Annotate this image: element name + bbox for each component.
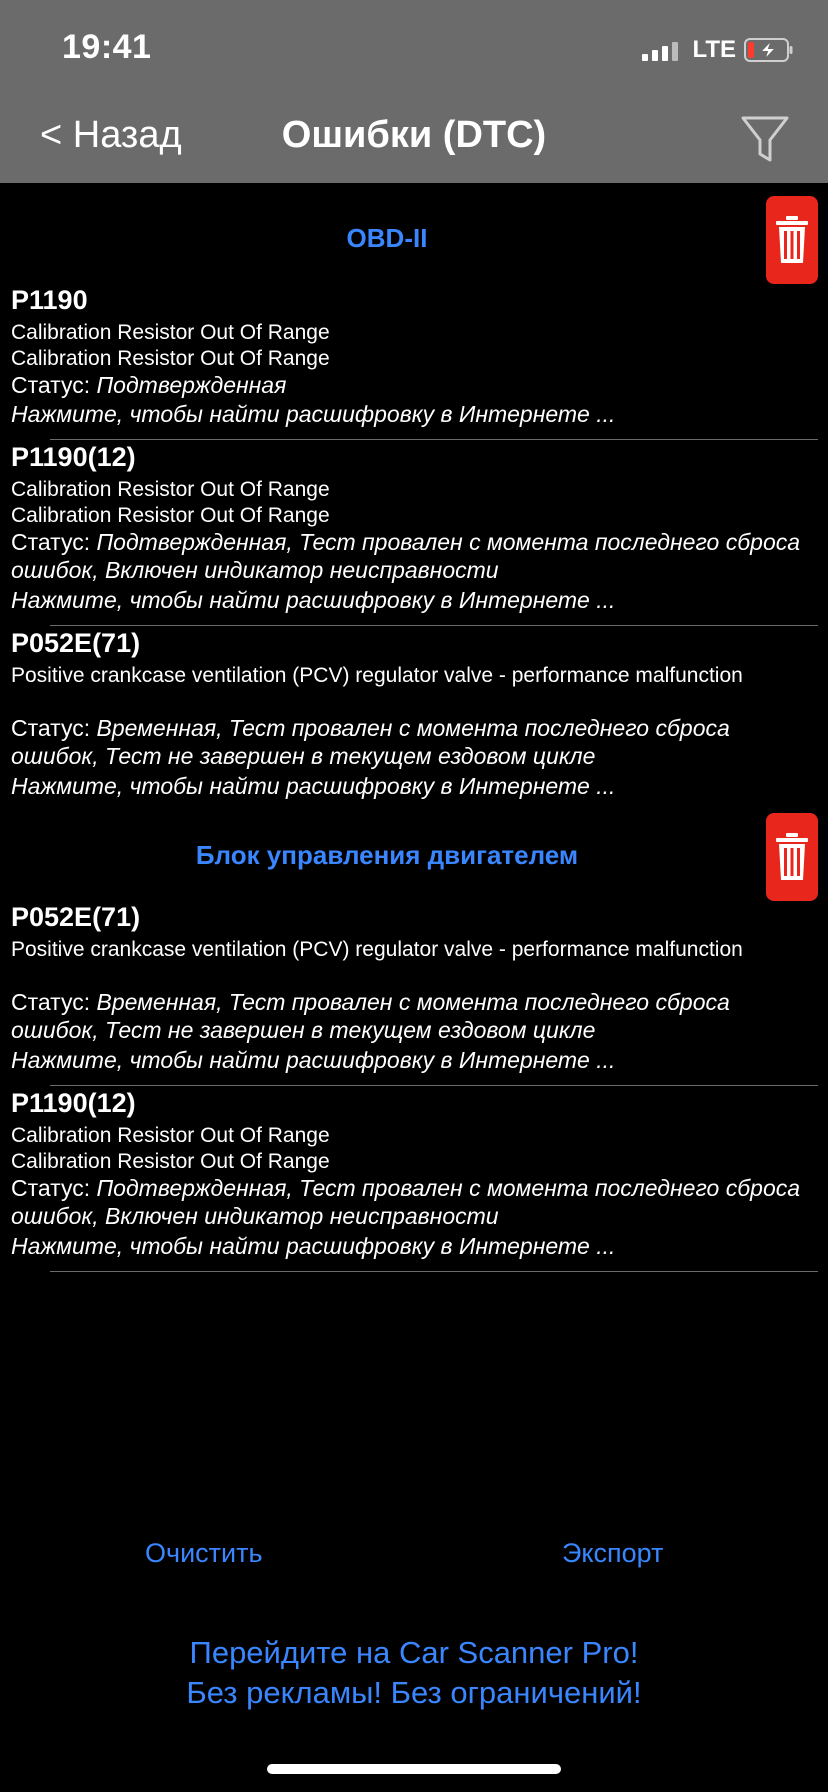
dtc-description: Calibration Resistor Out Of Range [11, 504, 330, 527]
divider [50, 1271, 818, 1272]
dtc-item[interactable] [0, 628, 828, 808]
search-online-link[interactable]: Нажмите, чтобы найти расшифровку в Интернете ... [11, 1233, 616, 1259]
dtc-description: Calibration Resistor Out Of Range [11, 1124, 330, 1147]
dtc-code: P1190 [11, 285, 88, 315]
dtc-status: Статус: Временная, Тест провален с момента последнего сброса ошибок, Тест не завершен в текущем ездовом цикле [11, 989, 730, 1043]
section-title-obd2: OBD-II [346, 223, 428, 253]
search-online-link[interactable]: Нажмите, чтобы найти расшифровку в Интернете ... [11, 401, 616, 427]
trash-icon [775, 832, 809, 882]
battery-charging-icon [744, 38, 794, 62]
upgrade-pro-banner[interactable] [0, 1633, 828, 1713]
back-button[interactable]: < Назад [40, 114, 182, 156]
dtc-status: Статус: Подтвержденная [11, 372, 287, 398]
dtc-status: Статус: Подтвержденная, Тест провален с момента последнего сброса ошибок, Включен индикатор неисправности [11, 529, 801, 583]
dtc-item[interactable] [0, 902, 828, 1082]
dtc-description: Positive crankcase ventilation (PCV) regulator valve - performance malfunction [11, 664, 743, 687]
divider [50, 1085, 818, 1086]
clear-button[interactable]: Очистить [145, 1538, 263, 1568]
cellular-signal-icon [642, 39, 678, 61]
export-button[interactable]: Экспорт [562, 1538, 664, 1568]
search-online-link[interactable]: Нажмите, чтобы найти расшифровку в Интернете ... [11, 587, 616, 613]
dtc-description: Calibration Resistor Out Of Range [11, 321, 330, 344]
divider [50, 625, 818, 626]
dtc-status: Статус: Временная, Тест провален с момента последнего сброса ошибок, Тест не завершен в текущем ездовом цикле [11, 715, 730, 769]
dtc-description: Positive crankcase ventilation (PCV) regulator valve - performance malfunction [11, 938, 743, 961]
section-title-engine: Блок управления двигателем [195, 840, 579, 870]
dtc-code: P1190(12) [11, 442, 136, 472]
network-type: LTE [692, 36, 736, 63]
search-online-link[interactable]: Нажмите, чтобы найти расшифровку в Интернете ... [11, 773, 616, 799]
trash-icon [775, 215, 809, 265]
dtc-status: Статус: Подтвержденная, Тест провален с момента последнего сброса ошибок, Включен индикатор неисправности [11, 1175, 801, 1229]
dtc-description: Calibration Resistor Out Of Range [11, 478, 330, 501]
filter-icon[interactable] [740, 114, 790, 166]
delete-section-button[interactable] [766, 196, 818, 284]
dtc-item[interactable] [0, 1088, 828, 1268]
navigation-header [0, 0, 828, 183]
home-indicator[interactable] [267, 1764, 561, 1774]
status-time: 19:41 [62, 28, 152, 66]
divider [50, 439, 818, 440]
dtc-item[interactable] [0, 442, 828, 622]
dtc-code: P052E(71) [11, 902, 141, 932]
dtc-code: P052E(71) [11, 628, 141, 658]
status-indicators [642, 36, 794, 64]
dtc-description: Calibration Resistor Out Of Range [11, 347, 330, 370]
search-online-link[interactable]: Нажмите, чтобы найти расшифровку в Интернете ... [11, 1047, 616, 1073]
promo-line: Без рекламы! Без ограничений! [186, 1675, 642, 1710]
page-title: Ошибки (DTC) [281, 114, 547, 156]
delete-section-button[interactable] [766, 813, 818, 901]
promo-line: Перейдите на Car Scanner Pro! [189, 1635, 639, 1670]
dtc-description: Calibration Resistor Out Of Range [11, 1150, 330, 1173]
dtc-code: P1190(12) [11, 1088, 136, 1118]
dtc-item[interactable] [0, 285, 828, 435]
